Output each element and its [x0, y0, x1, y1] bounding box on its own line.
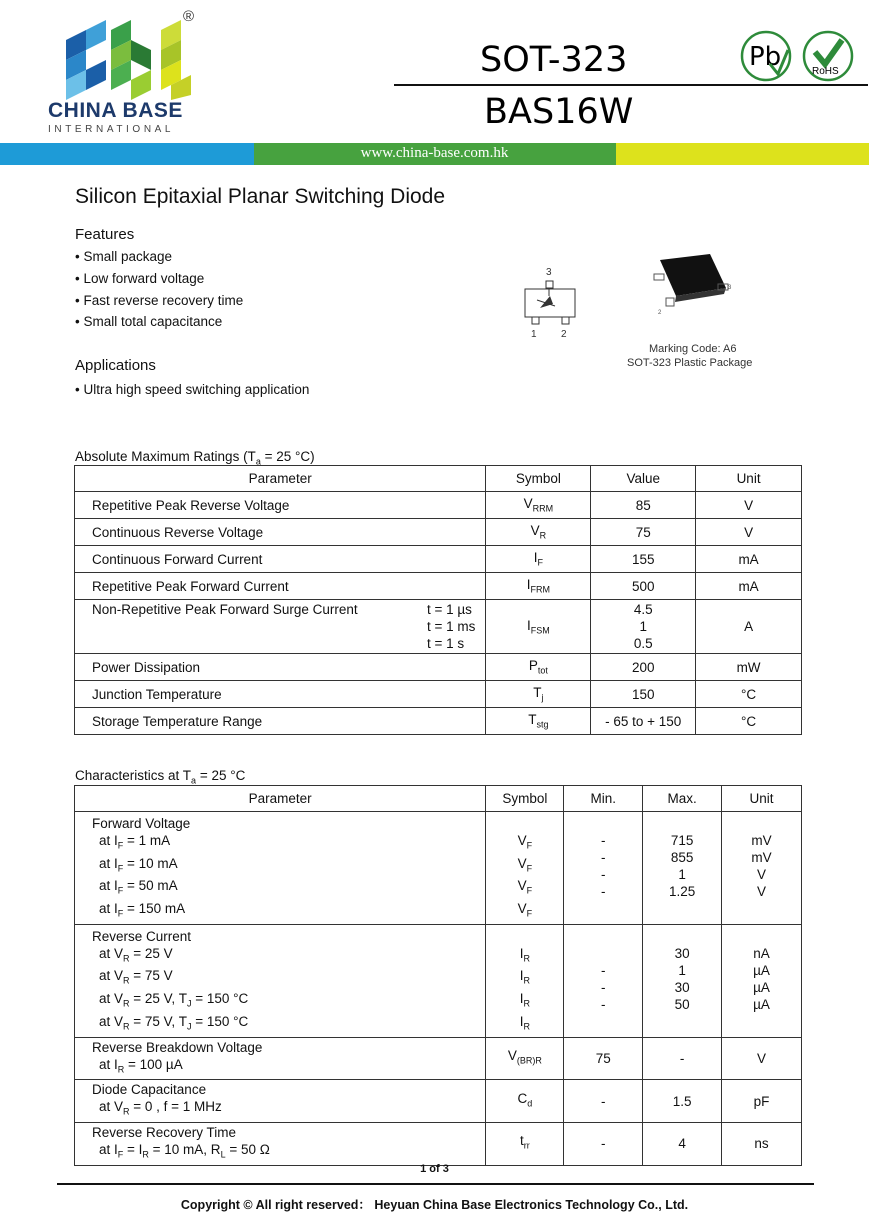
unit-cell: nA µA µA µA — [722, 924, 802, 1037]
unit-cell: mV mV V V — [722, 812, 802, 925]
symbol-cell: $I_{FRM}$ — [486, 573, 591, 600]
param-cell: Continuous Reverse Voltage — [75, 519, 486, 546]
table-row — [75, 924, 802, 1037]
param-cell: Reverse Breakdown Voltage at $I_R = 100$ µA — [75, 1037, 486, 1080]
param-cell: Power Dissipation — [75, 654, 486, 681]
value-cell: 4.5 1 0.5 — [591, 600, 696, 654]
col-header: Max. — [643, 786, 722, 812]
col-header: Symbol — [486, 786, 564, 812]
package-description: SOT-323 Plastic Package — [627, 357, 753, 369]
unit-cell: °C — [696, 681, 802, 708]
website-url[interactable]: www.china-base.com.hk — [360, 145, 509, 161]
param-cell: Reverse Recovery Time at $I_F = I_R = 10$ mA, $R_L = 50$ Ω — [75, 1122, 486, 1165]
param-cell: Forward Voltage at $I_F = 1$ mA at $I_F = 10$ mA at $I_F = 50$ mA at $I_F = 150$ mA — [75, 812, 486, 925]
copyright-notice: Copyright © All right reserved： Heyuan China Base Electronics Technology Co., Ltd. — [180, 1198, 689, 1212]
header-divider — [394, 84, 868, 86]
symbol-cell: $V_F$ $V_F$ $V_F$ $V_F$ — [486, 812, 564, 925]
rohs-label: RoHS — [812, 66, 839, 77]
feature-item: • Small package — [75, 249, 173, 264]
symbol-cell: $T_j$ — [486, 681, 591, 708]
value-cell: 155 — [591, 546, 696, 573]
param-cell: Repetitive Peak Reverse Voltage — [75, 492, 486, 519]
table-row — [75, 492, 802, 519]
symbol-cell: $I_R$ $I_R$ $I_R$ $I_R$ — [486, 924, 564, 1037]
pb-label: Pb — [749, 42, 782, 72]
characteristics-caption: Characteristics at $T_a = 25$ °C — [75, 768, 246, 786]
symbol-cell: $P_{tot}$ — [486, 654, 591, 681]
value-cell: 500 — [591, 573, 696, 600]
unit-cell: mA — [696, 546, 802, 573]
col-header: Value — [591, 466, 696, 492]
unit-cell: mA — [696, 573, 802, 600]
value-cell: 75 — [591, 519, 696, 546]
max-cell: 715 855 1 1.25 — [643, 812, 722, 925]
param-cell: Junction Temperature — [75, 681, 486, 708]
min-cell: - — [564, 1080, 643, 1123]
max-cell: - — [643, 1037, 722, 1080]
table-row — [75, 1122, 802, 1165]
package-title: SOT-323 — [480, 40, 628, 80]
param-cell: Storage Temperature Range — [75, 708, 486, 735]
features-heading: Features — [75, 226, 135, 243]
max-cell: 4 — [643, 1122, 722, 1165]
unit-cell: A — [696, 600, 802, 654]
pin-1-label: 1 — [531, 329, 537, 340]
value-cell: 150 — [591, 681, 696, 708]
surge-conditions: t = 1 µs t = 1 ms t = 1 s — [427, 602, 476, 651]
col-header: Unit — [722, 786, 802, 812]
abs-max-table — [74, 465, 802, 735]
table-header-row — [75, 786, 802, 812]
feature-item: • Low forward voltage — [75, 271, 205, 286]
col-header: Unit — [696, 466, 802, 492]
symbol-cell: $t_{rr}$ — [486, 1122, 564, 1165]
symbol-cell: $I_F$ — [486, 546, 591, 573]
pin-3-label: 3 — [546, 267, 552, 278]
param-cell: Continuous Forward Current — [75, 546, 486, 573]
rohs-icon — [802, 30, 854, 82]
unit-cell: ns — [722, 1122, 802, 1165]
feature-item: • Small total capacitance — [75, 314, 223, 329]
pin-2-label: 2 — [561, 329, 567, 340]
min-cell: - — [564, 1122, 643, 1165]
min-cell: - - - - — [564, 812, 643, 925]
characteristics-table — [74, 785, 802, 1166]
col-header: Parameter — [75, 786, 486, 812]
document-title: Silicon Epitaxial Planar Switching Diode — [75, 185, 446, 208]
table-row — [75, 546, 802, 573]
param-cell: Reverse Current at $V_R = 25$ V at $V_R = 75$ V at $V_R = 25$ V, $T_J = 150$ °C at $V_R = 75$ V, $T_J = 150$ °C — [75, 924, 486, 1037]
applications-heading: Applications — [75, 357, 156, 374]
table-header-row — [75, 466, 802, 492]
max-cell: 1.5 — [643, 1080, 722, 1123]
marking-code: Marking Code: A6 — [649, 343, 737, 355]
unit-cell: mW — [696, 654, 802, 681]
company-logo — [66, 20, 191, 100]
col-header: Symbol — [486, 466, 591, 492]
table-row — [75, 681, 802, 708]
symbol-cell: $V_{RRM}$ — [486, 492, 591, 519]
table-row — [75, 519, 802, 546]
table-row — [75, 812, 802, 925]
table-row — [75, 708, 802, 735]
unit-cell: pF — [722, 1080, 802, 1123]
symbol-cell: $I_{FSM}$ — [486, 600, 591, 654]
table-row — [75, 1080, 802, 1123]
min-cell: 75 — [564, 1037, 643, 1080]
col-header: Min. — [564, 786, 643, 812]
abs-max-caption: Absolute Maximum Ratings ($T_a = 25$ °C) — [75, 449, 315, 467]
symbol-cell: $V_R$ — [486, 519, 591, 546]
footer-divider — [57, 1183, 814, 1185]
unit-cell: °C — [696, 708, 802, 735]
symbol-cell: $V_{(BR)R}$ — [486, 1037, 564, 1080]
unit-cell: V — [696, 492, 802, 519]
max-cell: 30 1 30 50 — [643, 924, 722, 1037]
application-item: • Ultra high speed switching application — [75, 382, 310, 397]
min-cell: - - - — [564, 924, 643, 1037]
param-cell: Non-Repetitive Peak Forward Surge Current t = 1 µs t = 1 ms t = 1 s — [75, 600, 486, 654]
svg-text:2: 2 — [658, 310, 662, 316]
unit-cell: V — [696, 519, 802, 546]
table-row — [75, 600, 802, 654]
param-cell: Diode Capacitance at $V_R = 0$ , f = 1 MHz — [75, 1080, 486, 1123]
package-image — [648, 248, 733, 318]
table-row — [75, 654, 802, 681]
value-cell: 85 — [591, 492, 696, 519]
company-subtitle: INTERNATIONAL — [48, 124, 175, 135]
table-row — [75, 573, 802, 600]
symbol-cell: $C_d$ — [486, 1080, 564, 1123]
value-cell: 200 — [591, 654, 696, 681]
diode-schematic — [520, 262, 585, 342]
symbol-cell: $T_{stg}$ — [486, 708, 591, 735]
company-name: CHINA BASE — [48, 99, 183, 122]
pb-free-icon — [740, 30, 792, 82]
col-header: Parameter — [75, 466, 486, 492]
table-row — [75, 1037, 802, 1080]
page-number: 1 of 3 — [420, 1163, 449, 1175]
unit-cell: V — [722, 1037, 802, 1080]
value-cell: - 65 to + 150 — [591, 708, 696, 735]
part-number-title: BAS16W — [484, 92, 634, 132]
registered-mark: ® — [183, 8, 195, 25]
feature-item: • Fast reverse recovery time — [75, 293, 244, 308]
param-cell: Repetitive Peak Forward Current — [75, 573, 486, 600]
svg-text:3: 3 — [728, 285, 732, 291]
